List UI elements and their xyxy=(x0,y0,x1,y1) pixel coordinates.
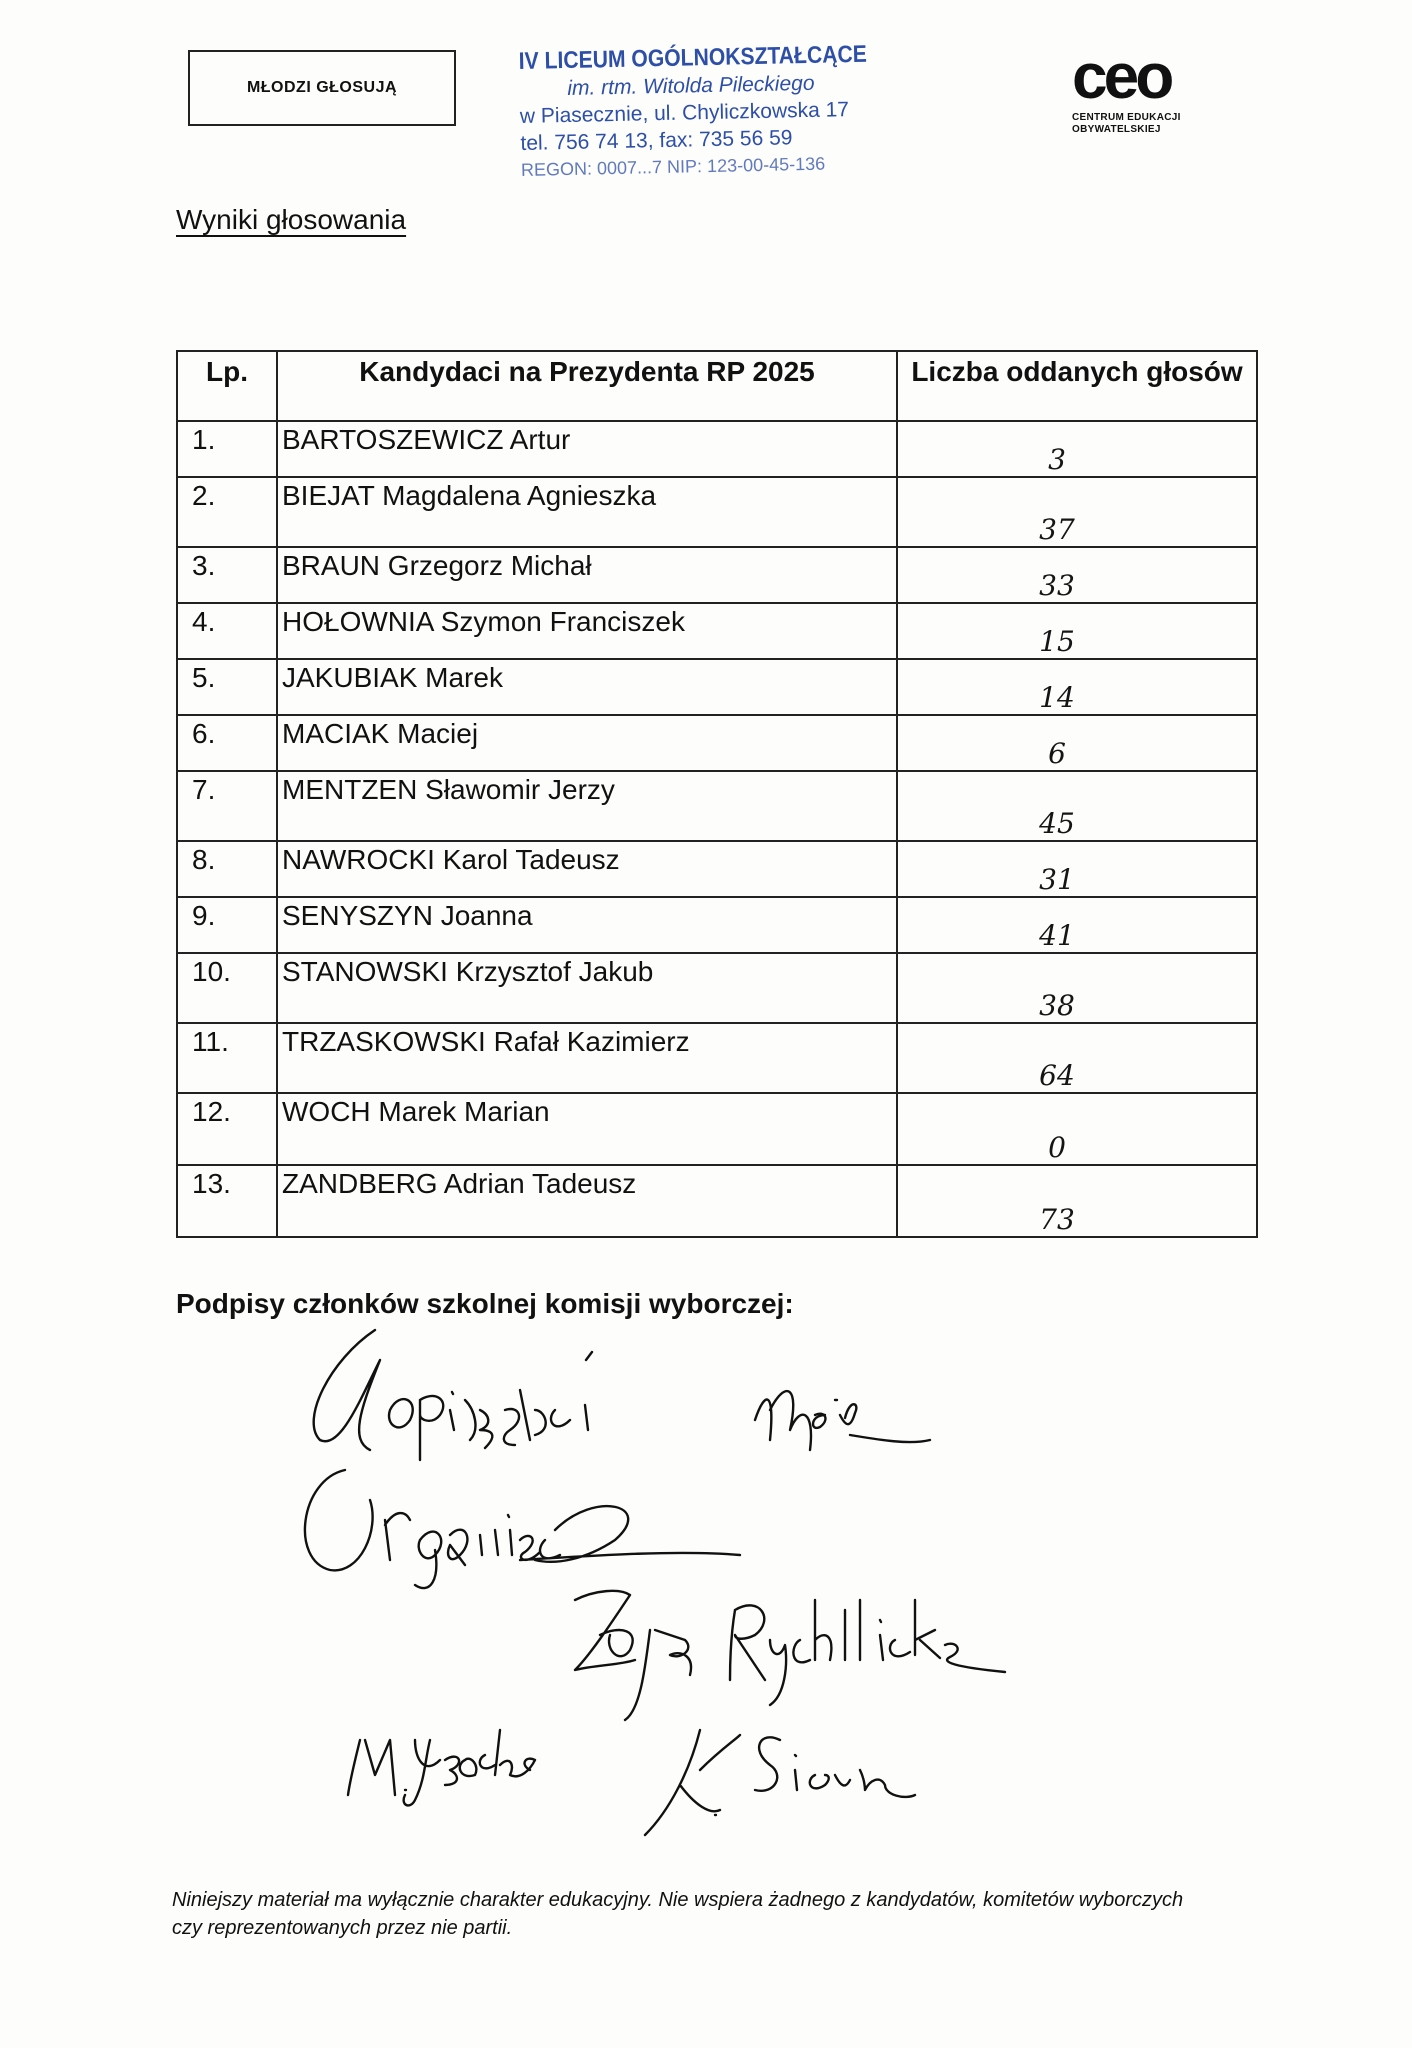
table-row xyxy=(177,771,1257,841)
table-row xyxy=(177,547,1257,603)
row-candidate: MENTZEN Sławomir Jerzy xyxy=(277,771,897,841)
signature-2 xyxy=(755,1391,930,1450)
row-votes: 38 xyxy=(897,953,1257,1023)
signature-4 xyxy=(575,1591,1005,1720)
row-votes: 64 xyxy=(897,1023,1257,1093)
table-row xyxy=(177,897,1257,953)
row-lp: 8. xyxy=(177,841,277,897)
row-lp: 4. xyxy=(177,603,277,659)
row-candidate: ZANDBERG Adrian Tadeusz xyxy=(277,1165,897,1237)
row-votes: 6 xyxy=(897,715,1257,771)
row-lp: 6. xyxy=(177,715,277,771)
ceo-logo-mark: ceo xyxy=(1072,40,1171,112)
ceo-logo xyxy=(1072,40,1252,146)
table-row xyxy=(177,1023,1257,1093)
row-lp: 1. xyxy=(177,421,277,477)
signature-1 xyxy=(314,1330,592,1460)
table-row xyxy=(177,953,1257,1023)
header-candidate: Kandydaci na Prezydenta RP 2025 xyxy=(277,351,897,421)
row-candidate: NAWROCKI Karol Tadeusz xyxy=(277,841,897,897)
mlodzi-glosuja-badge: MŁODZI GŁOSUJĄ xyxy=(188,50,456,126)
row-candidate: SENYSZYN Joanna xyxy=(277,897,897,953)
stamp-school-name: IV LICEUM OGÓLNOKSZTAŁCĄCE xyxy=(518,40,868,75)
row-votes: 14 xyxy=(897,659,1257,715)
row-candidate: JAKUBIAK Marek xyxy=(277,659,897,715)
row-lp: 11. xyxy=(177,1023,277,1093)
row-votes: 31 xyxy=(897,841,1257,897)
row-candidate: BRAUN Grzegorz Michał xyxy=(277,547,897,603)
table-row xyxy=(177,715,1257,771)
header-lp: Lp. xyxy=(177,351,277,421)
row-lp: 13. xyxy=(177,1165,277,1237)
row-votes: 45 xyxy=(897,771,1257,841)
header-votes: Liczba oddanych głosów xyxy=(897,351,1257,421)
row-candidate: BIEJAT Magdalena Agnieszka xyxy=(277,477,897,547)
row-votes: 41 xyxy=(897,897,1257,953)
row-votes: 0 xyxy=(897,1093,1257,1165)
table-row xyxy=(177,603,1257,659)
disclaimer-text: Niniejszy materiał ma wyłącznie charakter edukacyjny. Nie wspiera żadnego z kandydatów, komitetów wyborczych czy reprezentowanych przez nie partii. xyxy=(172,1889,1184,1939)
row-candidate: HOŁOWNIA Szymon Franciszek xyxy=(277,603,897,659)
school-stamp xyxy=(518,40,901,198)
table-row xyxy=(177,477,1257,547)
signature-3 xyxy=(305,1470,740,1588)
table-row xyxy=(177,1093,1257,1165)
ceo-logo-line2: OBYWATELSKIEJ xyxy=(1072,124,1161,135)
row-votes: 33 xyxy=(897,547,1257,603)
handwritten-signatures xyxy=(0,1300,1412,1840)
row-votes: 37 xyxy=(897,477,1257,547)
table-row xyxy=(177,841,1257,897)
table-row xyxy=(177,421,1257,477)
row-lp: 10. xyxy=(177,953,277,1023)
row-candidate: WOCH Marek Marian xyxy=(277,1093,897,1165)
ceo-logo-line1: CENTRUM EDUKACJI xyxy=(1072,112,1181,123)
row-lp: 9. xyxy=(177,897,277,953)
row-candidate: BARTOSZEWICZ Artur xyxy=(277,421,897,477)
row-lp: 2. xyxy=(177,477,277,547)
stamp-phone: tel. 756 74 13, fax: 735 56 59 xyxy=(520,126,793,155)
stamp-patron: im. rtm. Witolda Pileckiego xyxy=(567,71,815,100)
results-table xyxy=(176,350,1258,1238)
stamp-address: w Piasecznie, ul. Chyliczkowska 17 xyxy=(519,98,850,128)
signatures-title: Podpisy członków szkolnej komisji wyborczej: xyxy=(176,1288,794,1319)
row-votes: 3 xyxy=(897,421,1257,477)
row-votes: 15 xyxy=(897,603,1257,659)
stamp-regon: REGON: 0007...7 NIP: 123-00-45-136 xyxy=(520,153,826,180)
page-title: Wyniki głosowania xyxy=(176,204,407,235)
row-lp: 5. xyxy=(177,659,277,715)
row-lp: 3. xyxy=(177,547,277,603)
row-candidate: MACIAK Maciej xyxy=(277,715,897,771)
signature-6 xyxy=(645,1730,915,1835)
row-lp: 7. xyxy=(177,771,277,841)
row-candidate: STANOWSKI Krzysztof Jakub xyxy=(277,953,897,1023)
signature-5 xyxy=(348,1730,535,1805)
row-lp: 12. xyxy=(177,1093,277,1165)
table-header-row xyxy=(177,351,1257,421)
row-candidate: TRZASKOWSKI Rafał Kazimierz xyxy=(277,1023,897,1093)
table-row xyxy=(177,659,1257,715)
row-votes: 73 xyxy=(897,1165,1257,1237)
table-row xyxy=(177,1165,1257,1237)
